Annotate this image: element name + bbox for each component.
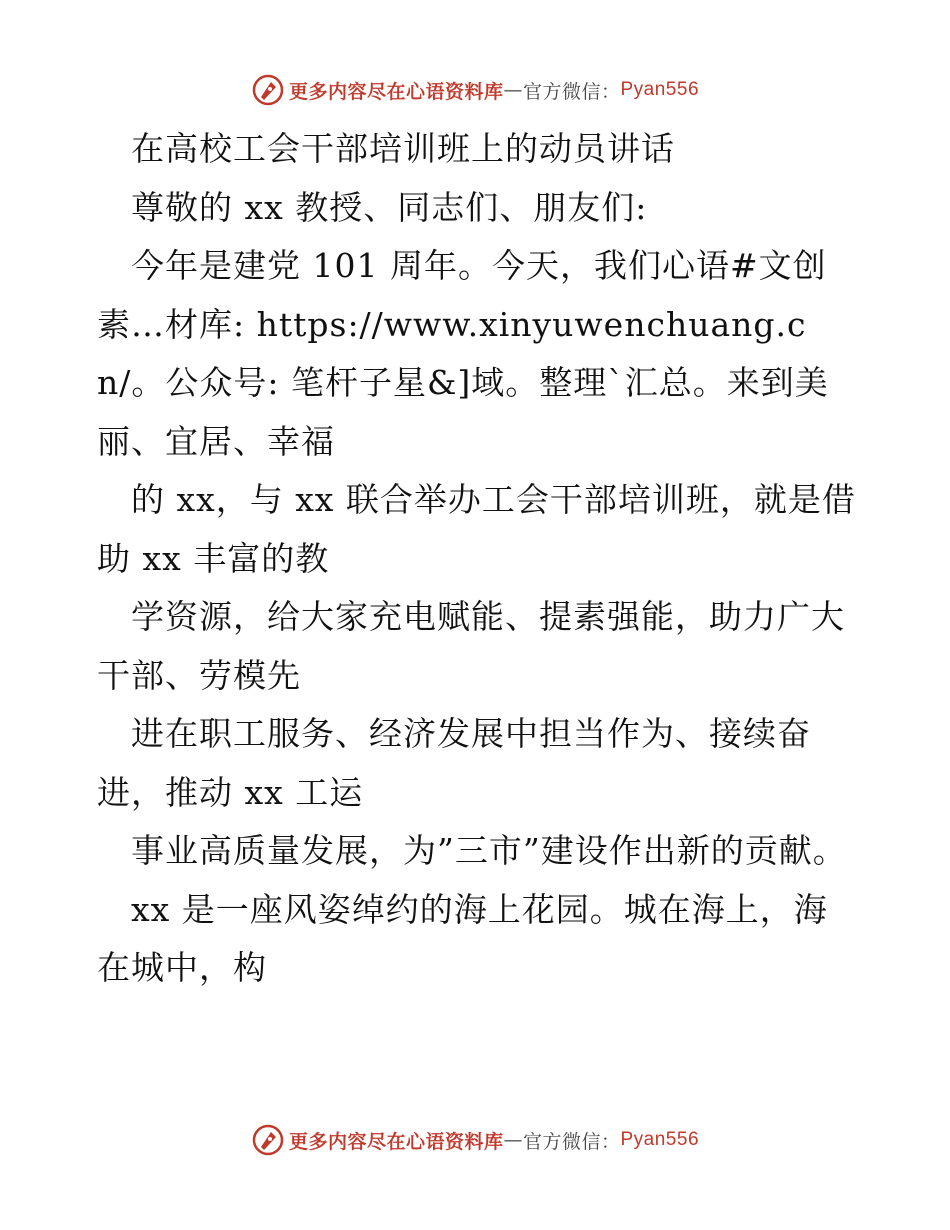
pen-nib-circle-icon [251, 1123, 285, 1157]
paragraph-line: 尊敬的 xx 教授、同志们、朋友们: [97, 187, 648, 227]
paragraph-line: 事业高质量发展，为”三市”建设作出新的贡献。 [97, 831, 847, 870]
paragraph-line: 今年是建党 101 周年。今天，我们心语#文创素…材库: https://www.xinyuwenchuang.cn/。公众号: 笔杆子星&]域。整理`汇总。来到美丽、宜居、幸福 [97, 246, 829, 461]
document-body [97, 120, 857, 998]
header-watermark [0, 70, 950, 110]
paragraph-line: 的 xx，与 xx 联合举办工会干部培训班，就是借助 xx 丰富的教 [97, 480, 856, 578]
paragraph-line: xx 是一座风姿绰约的海上花园。城在海上，海在城中，构 [97, 889, 828, 987]
pen-nib-circle-icon [251, 73, 285, 107]
watermark-separator: — [503, 79, 523, 101]
paragraph-line: 学资源，给大家充电赋能、提素强能，助力广大干部、劳模先 [97, 597, 845, 695]
watermark-wechat-id: Pyan556 [620, 1129, 700, 1150]
footer-watermark [0, 1120, 950, 1160]
watermark-wechat-label: 官方微信： [522, 80, 621, 103]
paragraph-line: 进在职工服务、经济发展中担当作为、接续奋进，推动 xx 工运 [97, 714, 811, 812]
watermark-separator: — [503, 1129, 523, 1151]
watermark-main-text: 更多内容尽在心语资料库 [288, 1130, 504, 1153]
watermark-wechat-label: 官方微信： [522, 1130, 621, 1153]
document-title: 在高校工会干部培训班上的动员讲话 [97, 129, 675, 168]
watermark-main-text: 更多内容尽在心语资料库 [288, 80, 504, 103]
watermark-wechat-id: Pyan556 [620, 79, 700, 100]
